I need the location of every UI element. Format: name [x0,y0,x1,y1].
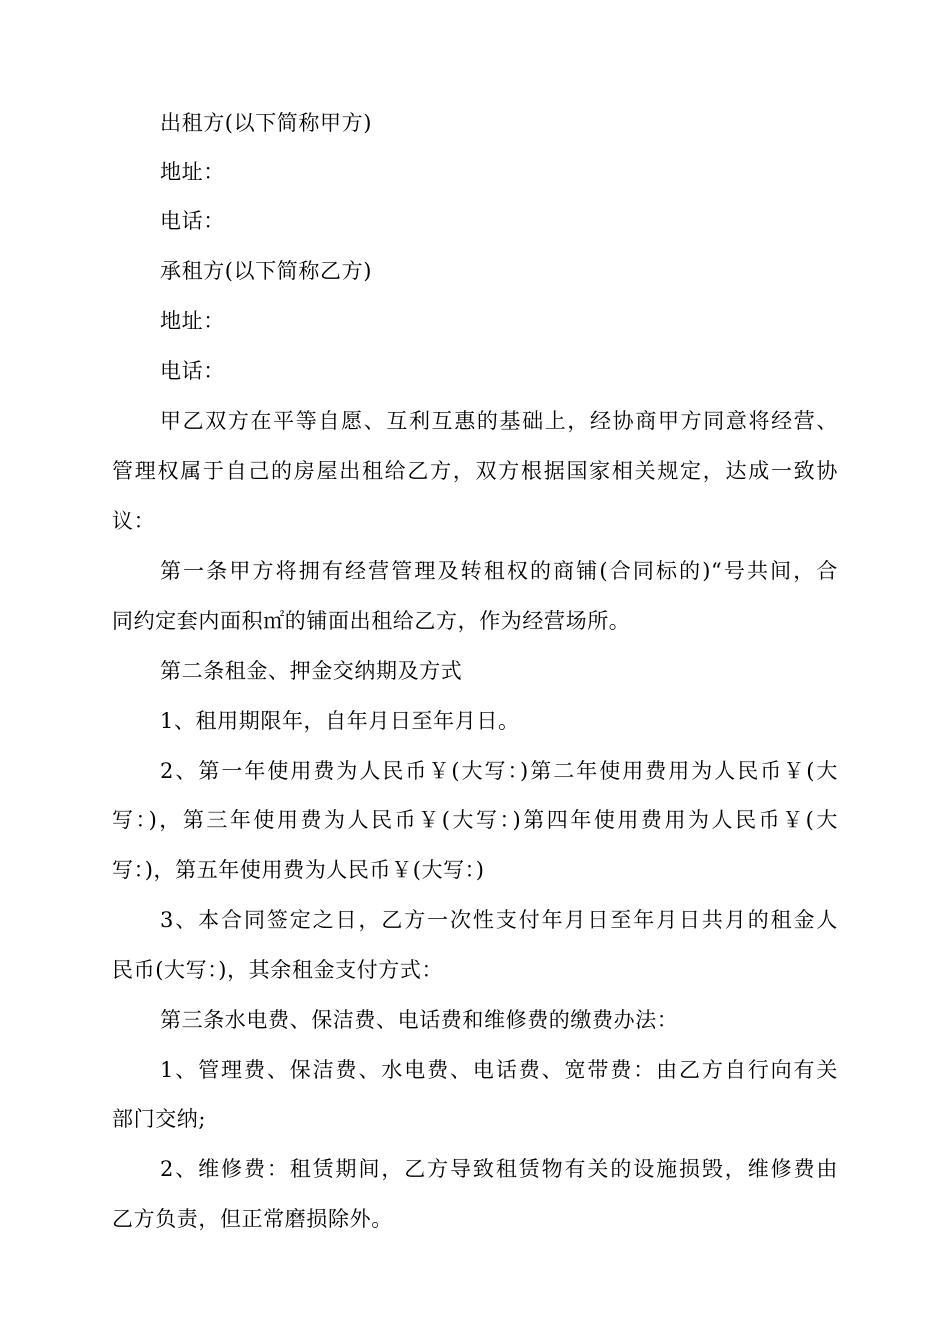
preamble-line-1: 甲乙双方在平等自愿、互利互惠的基础上，经协商甲方同意将经营、 [160,409,838,433]
lessor-phone-label: 电话： [160,209,225,233]
preamble-line-3: 议： [112,509,156,533]
article-3-heading: 第三条水电费、保洁费、电话费和维修费的缴费办法： [160,1008,679,1032]
article-2-heading: 第二条租金、押金交纳期及方式 [160,659,463,683]
article-2-item-1: 1、租用期限年，自年月日至年月日。 [160,709,520,733]
article-1-line-1: 第一条甲方将拥有经营管理及转租权的商铺(合同标的)“号共间，合 [160,559,838,583]
lessee-heading: 承租方(以下简称乙方) [160,259,372,283]
article-1-line-2: 同约定套内面积㎡的铺面出租给乙方，作为经营场所。 [112,609,631,633]
lessee-address-label: 地址： [160,309,225,333]
article-2-item-2-line-2: 写：)，第三年使用费为人民币￥(大写：)第四年使用费用为人民币￥(大 [112,808,838,832]
article-2-item-3-line-1: 3、本合同签定之日，乙方一次性支付年月日至年月日共月的租金人 [160,908,838,932]
lessor-address-label: 地址： [160,160,225,184]
article-3-item-2-line-2: 乙方负责，但正常磨损除外。 [112,1207,393,1231]
article-3-item-1-line-1: 1、管理费、保洁费、水电费、电话费、宽带费：由乙方自行向有关 [160,1058,838,1082]
article-2-item-3-line-2: 民币(大写：)，其余租金支付方式： [112,958,444,982]
preamble-line-2: 管理权属于自己的房屋出租给乙方，双方根据国家相关规定，达成一致协 [112,459,838,483]
article-2-item-2-line-3: 写：)，第五年使用费为人民币￥(大写：) [112,858,485,882]
article-3-item-1-line-2: 部门交纳; [112,1107,207,1131]
article-2-item-2-line-1: 2、第一年使用费为人民币￥(大写：)第二年使用费用为人民币￥(大 [160,759,838,783]
lessee-phone-label: 电话： [160,359,225,383]
article-3-item-2-line-1: 2、维修费：租赁期间，乙方导致租赁物有关的设施损毁，维修费由 [160,1157,838,1181]
lessor-heading: 出租方(以下简称甲方) [160,111,372,135]
